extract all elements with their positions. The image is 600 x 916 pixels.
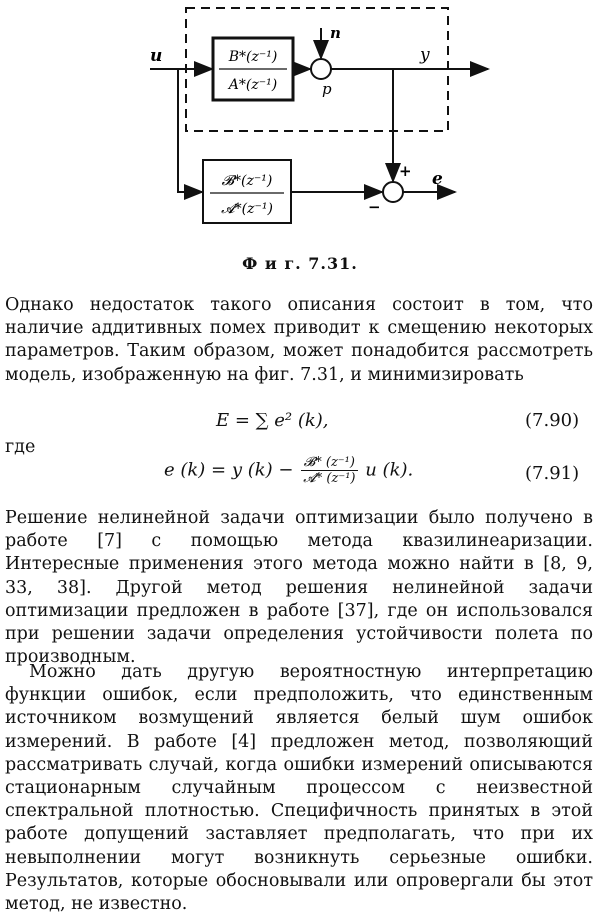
eq91-left: e (k) = y (k) − <box>164 459 294 481</box>
eq91-fraction <box>301 455 357 486</box>
input-label: u <box>150 46 163 66</box>
eq91-numerator: 𝓑* (z⁻¹) <box>301 455 357 471</box>
minus-sign: − <box>368 198 381 216</box>
equation-number-7-90: (7.90) <box>525 410 580 431</box>
eq91-denominator: 𝓐* (z⁻¹) <box>303 471 356 486</box>
where-word: где <box>5 437 36 457</box>
error-label: e <box>432 169 443 189</box>
sum-node-label: p <box>322 80 332 98</box>
equation-7-90: E = ∑ e² (k), <box>216 410 329 431</box>
paragraph-1: Однако недостаток такого описания состоит в том, что наличие аддитивных помех приводит к смещению некоторых параметров. Таким образом, может понадобится рассмотреть модель, изображенную на фиг. 7.31, и минимизировать <box>5 295 593 385</box>
sum-junction-p <box>311 59 331 79</box>
noise-label: n <box>330 24 341 42</box>
block-diagram <box>0 0 600 250</box>
plant-denominator: A*(z⁻¹) <box>228 77 278 93</box>
plus-sign: + <box>399 162 412 180</box>
output-label: y <box>420 45 430 65</box>
sum-junction-e <box>383 182 403 202</box>
model-denominator: 𝓐*(z⁻¹) <box>221 201 273 217</box>
plant-numerator: B*(z⁻¹) <box>228 49 278 65</box>
eq91-right: u (k). <box>365 459 414 481</box>
equation-number-7-91: (7.91) <box>525 463 580 484</box>
paragraph-2: Решение нелинейной задачи оптимизации было получено в работе [7] с помощью метода квазилинеаризации. Интересные применения этого метода можно найти в [8, 9, 33, 38]. Другой метод решения нелинейной задачи оптимизации предложен в работе [37], где он использовался при решении задачи определения устойчивости полета по производным. <box>5 508 593 668</box>
equation-7-91 <box>164 455 413 486</box>
figure-caption: Ф и г. 7.31. <box>242 254 358 273</box>
paragraph-3: Можно дать другую вероятностную интерпретацию функции ошибок, если предположить, что единственным источником возмущений является белый шум ошибок измерений. В работе [4] предложен метод, позволяющий рассматривать случай, когда ошибки измерений описываются стационарным случайным процессом с неизвестной спектральной плотностью. Специфичность принятых в этой работе допущений заставляет предполагать, что при их невыполнении могут возникнуть серьезные ошибки. Результатов, которые обосновывали или опровергали бы этот метод, не известно. <box>5 662 593 915</box>
model-numerator: 𝓑*(z⁻¹) <box>221 173 273 189</box>
